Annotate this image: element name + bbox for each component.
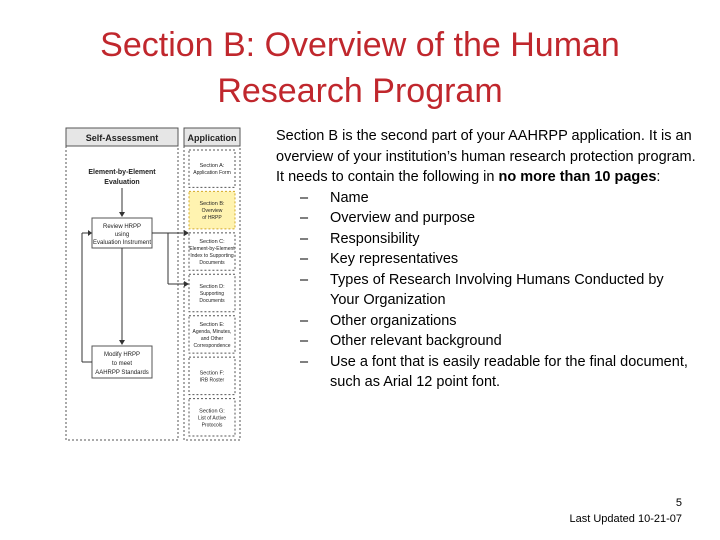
list-item: – Use a font that is easily readable for the final document, such as Arial 12 point font. [276, 352, 696, 393]
application-section-label: Element-by-Element [189, 246, 235, 253]
flow-arrowhead-1 [119, 212, 125, 217]
title-line-2: Research Program [217, 72, 503, 110]
application-section-label: Application Form [193, 170, 231, 177]
flow-arrowhead-2 [119, 340, 125, 345]
application-section-label: Supporting [199, 291, 225, 297]
aahrpp-process-diagram [64, 124, 244, 444]
list-item: – Overview and purpose [276, 208, 696, 229]
list-item: – Name [276, 188, 696, 209]
application-section-label: Section B: [199, 201, 225, 208]
application-section-label: Section G: [199, 408, 225, 415]
intro-paragraph [276, 126, 696, 188]
application-section-label: Section C: [199, 239, 225, 246]
evaluation-label-line-2: Evaluation [104, 179, 140, 186]
application-section-label: Overview [201, 208, 223, 215]
intro-colon: : [656, 169, 661, 185]
list-item: – Other relevant background [276, 331, 696, 352]
application-section-label: Documents [199, 298, 225, 304]
list-item: – Responsibility [276, 229, 696, 250]
intro-bold-limit: no more than 10 pages [498, 169, 657, 185]
application-section-label: Documents [199, 260, 225, 267]
last-updated: Last Updated 10-21-07 [569, 513, 682, 525]
title-line-1: Section B: Overview of the Human [100, 26, 620, 64]
body-text [276, 126, 696, 393]
arrowhead-section-c [184, 230, 189, 236]
application-section-label: IRB Roster [199, 377, 225, 384]
intro-text: Section B is the second part of your AAHRPP application. It is an overview of your institution’s human research protection program. It needs to contain the following in [276, 128, 696, 185]
modify-box-line-3: AAHRPP Standards [95, 370, 149, 376]
application-title: Application [187, 133, 237, 143]
application-section-label: Section F: [199, 370, 225, 377]
application-section-label: Protocols [201, 422, 223, 429]
list-item: – Key representatives [276, 249, 696, 270]
review-box-line-3: Evaluation Instrument [92, 240, 152, 246]
application-section-label: Section E: [199, 321, 225, 328]
requirements-list [276, 188, 696, 393]
application-section-label: Agenda, Minutes, [192, 328, 232, 335]
application-section-label: Correspondence [193, 342, 231, 349]
application-sections [189, 150, 235, 436]
arrowhead-section-d [184, 281, 189, 287]
diagram-canvas [64, 124, 244, 444]
list-item: – Types of Research Involving Humans Conducted by Your Organization [276, 270, 696, 311]
application-section-label: List of Active [197, 415, 227, 422]
slide-title [40, 22, 680, 114]
application-section-label: and Other [200, 335, 224, 342]
loop-arrowhead [88, 230, 92, 236]
review-box-line-2: using [114, 232, 130, 238]
application-section-label: Index to Supporting [190, 253, 234, 260]
evaluation-label-line-1: Element-by-Element [88, 169, 156, 176]
self-assessment-title: Self-Assessment [85, 133, 159, 143]
application-section-label: of HRPP [202, 215, 222, 222]
modify-box-line-1: Modify HRPP [103, 352, 141, 358]
review-box-line-1: Review HRPP [102, 224, 142, 230]
application-section-label: Section A: [199, 163, 225, 170]
application-section-label: Section D: [199, 284, 225, 290]
page-number: 5 [675, 497, 682, 509]
list-item: – Other organizations [276, 311, 696, 332]
modify-box-line-2: to meet [111, 361, 133, 367]
